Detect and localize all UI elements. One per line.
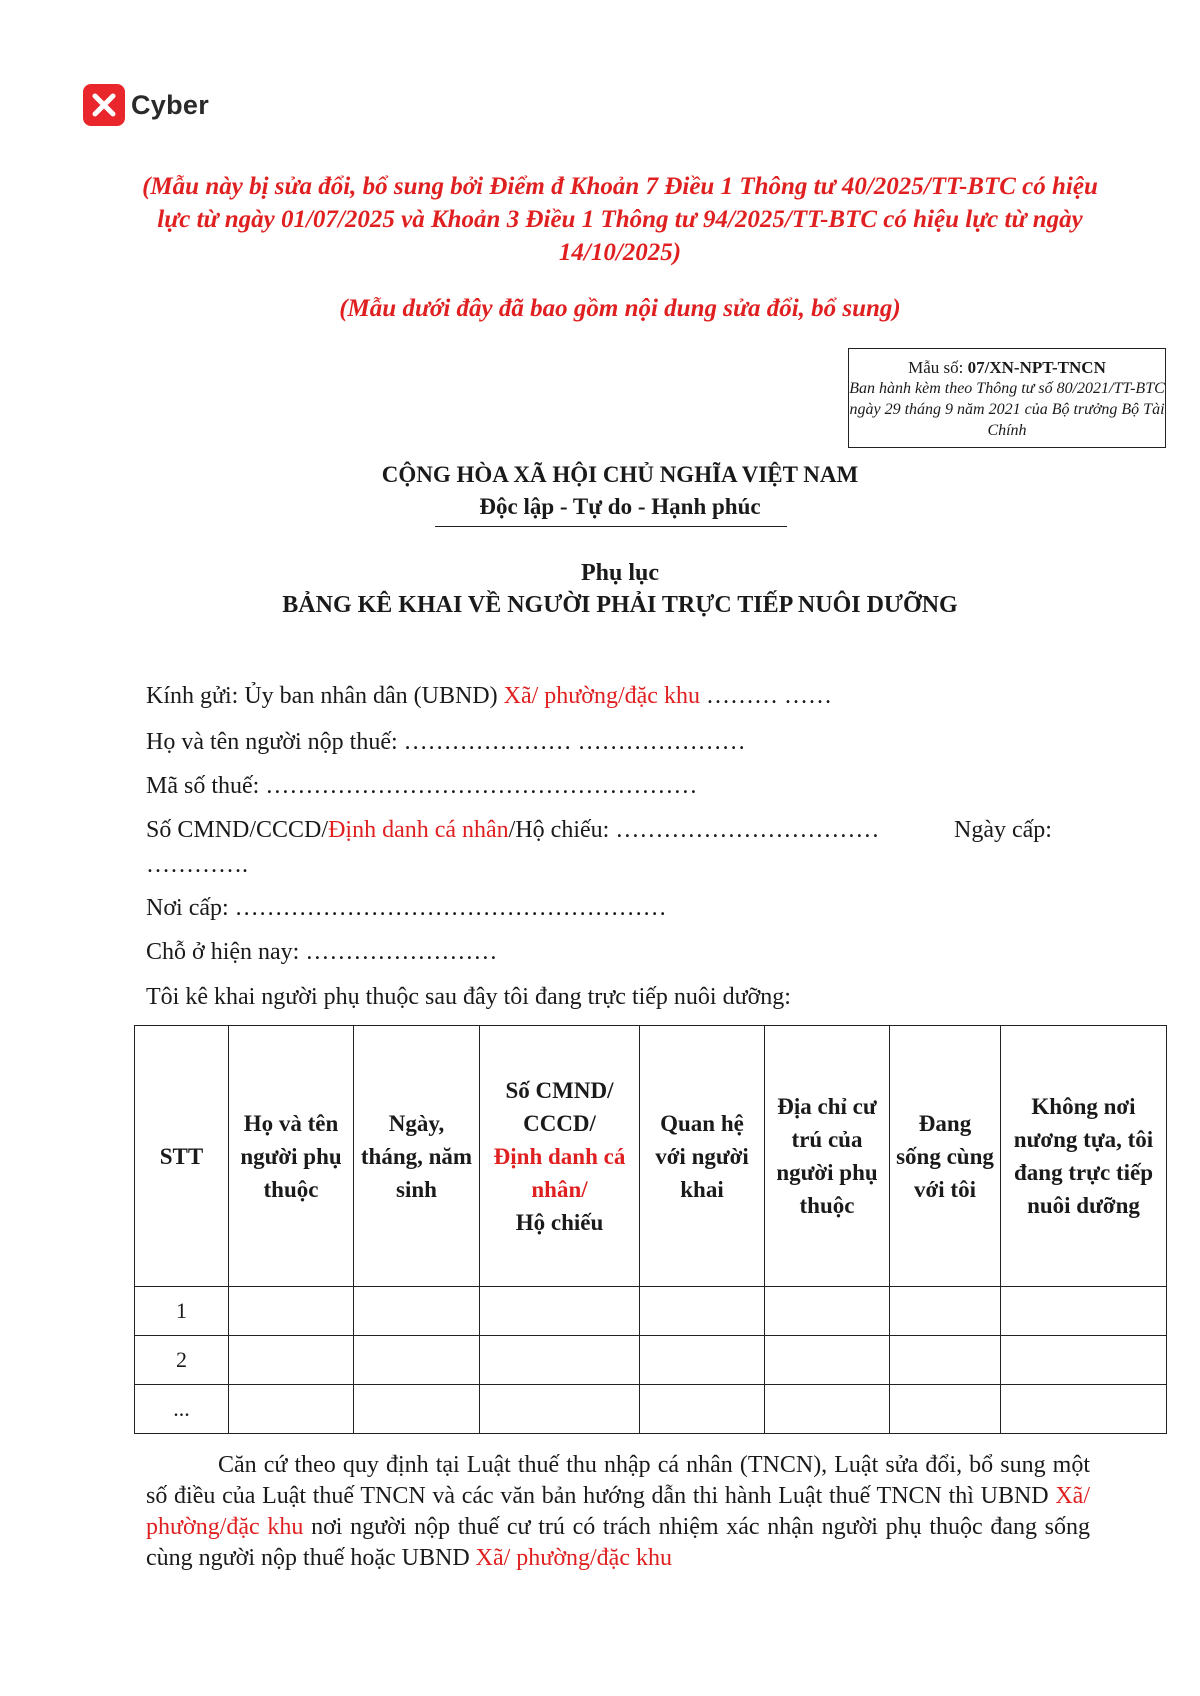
recipient-label: Kính gửi: Ủy ban nhân dân (UBND) (146, 683, 504, 709)
amendment-note: (Mẫu này bị sửa đổi, bổ sung bởi Điểm đ Khoản 7 Điều 1 Thông tư 40/2025/TT-BTC có hiệu lực từ ngày 01/07/2025 và Khoản 3 Điều 1 Thông tư 94/2025/TT-BTC có hiệu lực từ ngày 14/10/2025) (142, 173, 1098, 266)
cell-dob[interactable] (354, 1336, 480, 1385)
id-label-red: Định danh cá nhân (328, 817, 509, 843)
cell-address[interactable] (765, 1336, 890, 1385)
appendix-label: Phụ lục (580, 560, 660, 586)
form-code-label: Mẫu số: (908, 358, 968, 377)
issue-place-line: Nơi cấp: ……………………………………………… (146, 895, 667, 921)
recipient-dots: ……… …… (699, 683, 832, 709)
x-mark-icon (83, 84, 125, 126)
cell-no-support[interactable] (1001, 1287, 1167, 1336)
cell-name[interactable] (229, 1287, 354, 1336)
paragraph-red-2: Xã/ phường/đặc khu (475, 1545, 672, 1571)
cell-living[interactable] (890, 1287, 1001, 1336)
form-code-value: 07/XN-NPT-TNCN (967, 358, 1106, 377)
form-issued-by: Ban hành kèm theo Thông tư số 80/2021/TT-BTC ngày 29 tháng 9 năm 2021 của Bộ trưởng Bộ Tài Chính (849, 380, 1165, 439)
table-row (135, 1287, 1167, 1336)
paragraph-red-1: Xã/ phường/đặc khu (146, 1483, 1090, 1540)
cell-no-support[interactable] (1001, 1385, 1167, 1434)
cell-name[interactable] (229, 1336, 354, 1385)
document-title: BẢNG KÊ KHAI VỀ NGƯỜI PHẢI TRỰC TIẾP NUÔI DƯỠNG (282, 592, 958, 618)
country-name: CỘNG HÒA XÃ HỘI CHỦ NGHĨA VIỆT NAM (381, 462, 859, 487)
cell-id[interactable] (480, 1336, 640, 1385)
header-address: Địa chỉ cư trú của người phụ thuộc (765, 1026, 890, 1287)
legal-basis-paragraph (146, 1450, 1090, 1574)
row-stt: ... (135, 1385, 229, 1434)
cell-id[interactable] (480, 1287, 640, 1336)
cell-dob[interactable] (354, 1287, 480, 1336)
recipient-red-text: Xã/ phường/đặc khu (503, 683, 700, 709)
header-id-red: Định danh cá nhân/ (493, 1143, 626, 1202)
motto-underline (435, 526, 787, 527)
id-number-line (146, 815, 1086, 845)
included-note: (Mẫu dưới đây đã bao gồm nội dung sửa đổi, bổ sung) (339, 295, 901, 322)
header-dob: Ngày, tháng, năm sinh (354, 1026, 480, 1287)
cell-living[interactable] (890, 1336, 1001, 1385)
cell-dob[interactable] (354, 1385, 480, 1434)
row-stt: 1 (135, 1287, 229, 1336)
taxpayer-name-line: Họ và tên người nộp thuế: ………………… ………………… (146, 729, 746, 755)
header-living: Đang sống cùng với tôi (890, 1026, 1001, 1287)
current-address-line: Chỗ ở hiện nay: …………………… (146, 939, 498, 965)
id-label-b: /Hộ chiếu: …………………………… (508, 817, 880, 843)
header-id-b: Hộ chiếu (515, 1209, 604, 1235)
cell-relation[interactable] (640, 1385, 765, 1434)
table-row (135, 1385, 1167, 1434)
national-motto: Độc lập - Tự do - Hạnh phúc (479, 494, 761, 519)
row-stt: 2 (135, 1336, 229, 1385)
header-no-support: Không nơi nương tựa, tôi đang trực tiếp nuôi dưỡng (1001, 1026, 1167, 1287)
table-header-row (135, 1026, 1167, 1287)
form-code-line (849, 357, 1165, 378)
header-stt: STT (135, 1026, 229, 1287)
tax-code-line: Mã số thuế: ……………………………………………… (146, 773, 698, 799)
paragraph-text-2: nơi người nộp thuế cư trú có trách nhiệm xác nhận người phụ thuộc đang sống cùng người nộp thuế hoặc UBND (146, 1514, 1091, 1571)
cell-living[interactable] (890, 1385, 1001, 1434)
header-id (480, 1026, 640, 1287)
cell-address[interactable] (765, 1287, 890, 1336)
header-id-a: Số CMND/ CCCD/ (505, 1077, 614, 1136)
header-name: Họ và tên người phụ thuộc (229, 1026, 354, 1287)
recipient-line (146, 681, 832, 711)
declaration-line: Tôi kê khai người phụ thuộc sau đây tôi đang trực tiếp nuôi dưỡng: (146, 984, 791, 1010)
cell-no-support[interactable] (1001, 1336, 1167, 1385)
cell-id[interactable] (480, 1385, 640, 1434)
issue-date-dots: …………. (146, 852, 248, 878)
cyber-logo (83, 84, 209, 126)
cell-relation[interactable] (640, 1287, 765, 1336)
issue-date-label: Ngày cấp: (954, 817, 1052, 843)
paragraph-text-1: Căn cứ theo quy định tại Luật thuế thu nhập cá nhân (TNCN), Luật sửa đổi, bổ sung một số điều của Luật thuế TNCN và các văn bản hướng dẫn thi hành Luật thuế TNCN thì UBND (146, 1452, 1090, 1509)
cell-address[interactable] (765, 1385, 890, 1434)
id-label-a: Số CMND/CCCD/ (146, 817, 329, 843)
logo-brand-text: Cyber (131, 89, 210, 120)
cell-name[interactable] (229, 1385, 354, 1434)
header-relation: Quan hệ với người khai (640, 1026, 765, 1287)
form-code-box (848, 348, 1166, 448)
table-row (135, 1336, 1167, 1385)
dependents-table (134, 1025, 1167, 1434)
cell-relation[interactable] (640, 1336, 765, 1385)
